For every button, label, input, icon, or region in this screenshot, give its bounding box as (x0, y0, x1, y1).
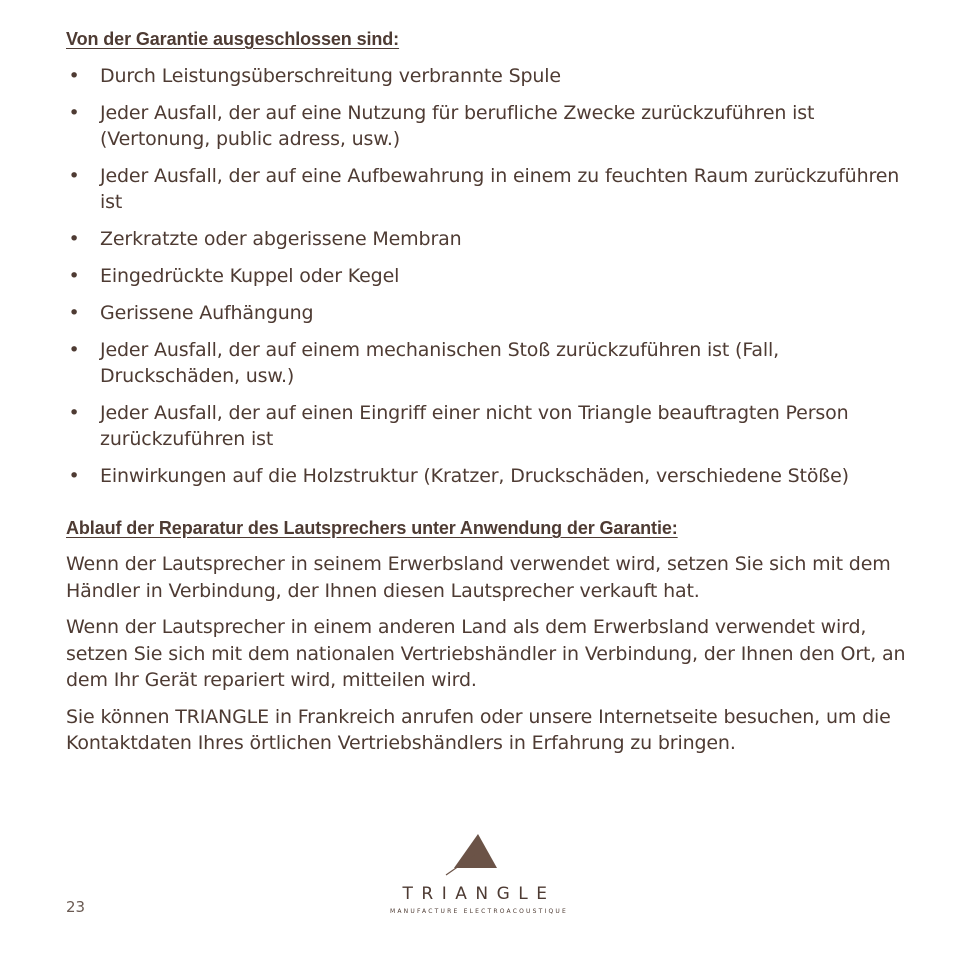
bullet-icon: • (68, 302, 80, 324)
list-item-text: Jeder Ausfall, der auf einen Eingriff einer nicht von Triangle beauftragten Person zurückzuführen ist (100, 402, 849, 450)
page-content (66, 26, 906, 757)
bullet-icon: • (68, 228, 80, 250)
repair-procedure-heading: Ablauf der Reparatur des Lautsprechers unter Anwendung der Garantie: (66, 518, 678, 538)
list-item-text: Jeder Ausfall, der auf eine Aufbewahrung in einem zu feuchten Raum zurückzuführen ist (100, 165, 900, 213)
list-item-text: Gerissene Aufhängung (100, 302, 314, 324)
bullet-icon: • (68, 102, 80, 124)
triangle-logo (384, 832, 574, 922)
list-item (66, 63, 906, 89)
list-item (66, 337, 906, 389)
list-item-text: Jeder Ausfall, der auf einem mechanischen Stoß zurückzuführen ist (Fall, Druckschäden, usw.) (100, 339, 779, 387)
bullet-icon: • (68, 65, 80, 87)
list-item-text: Jeder Ausfall, der auf eine Nutzung für berufliche Zwecke zurückzuführen ist (Vertonung, public adress, usw.) (100, 102, 815, 150)
bullet-icon: • (68, 165, 80, 187)
logo-tagline: MANUFACTURE ELECTROACOUSTIQUE (390, 908, 568, 915)
exclusions-list (66, 63, 906, 489)
list-item (66, 226, 906, 252)
bullet-icon: • (68, 339, 80, 361)
bullet-icon: • (68, 465, 80, 487)
bullet-icon: • (68, 402, 80, 424)
list-item-text: Einwirkungen auf die Holzstruktur (Kratzer, Druckschäden, verschiedene Stöße) (100, 465, 849, 487)
exclusions-heading: Von der Garantie ausgeschlossen sind: (66, 29, 400, 49)
list-item (66, 163, 906, 215)
list-item (66, 463, 906, 489)
list-item-text: Eingedrückte Kuppel oder Kegel (100, 265, 400, 287)
repair-paragraph-purchase-country: Wenn der Lautsprecher in seinem Erwerbsland verwendet wird, setzen Sie sich mit dem Händler in Verbindung, der Ihnen diesen Lautsprecher verkauft hat. (66, 553, 891, 602)
list-item-text: Zerkratzte oder abgerissene Membran (100, 228, 462, 250)
repair-paragraph-other-country: Wenn der Lautsprecher in einem anderen Land als dem Erwerbsland verwendet wird, setzen Sie sich mit dem nationalen Vertriebshändler in Verbindung, der Ihnen den Ort, an dem Ihr Gerät repariert wird, mitteilen wird. (66, 616, 906, 691)
repair-paragraph-contact: Sie können TRIANGLE in Frankreich anrufen oder unsere Internetseite besuchen, um die Kontaktdaten Ihres örtlichen Vertriebshändlers in Erfahrung zu bringen. (66, 705, 891, 754)
bullet-icon: • (68, 265, 80, 287)
list-item (66, 300, 906, 326)
list-item (66, 400, 906, 452)
list-item (66, 100, 906, 152)
page-number: 23 (66, 898, 86, 916)
list-item-text: Durch Leistungsüberschreitung verbrannte Spule (100, 65, 561, 87)
list-item (66, 263, 906, 289)
triangle-logo-icon (444, 832, 504, 878)
logo-wordmark: TRIANGLE (402, 884, 556, 904)
